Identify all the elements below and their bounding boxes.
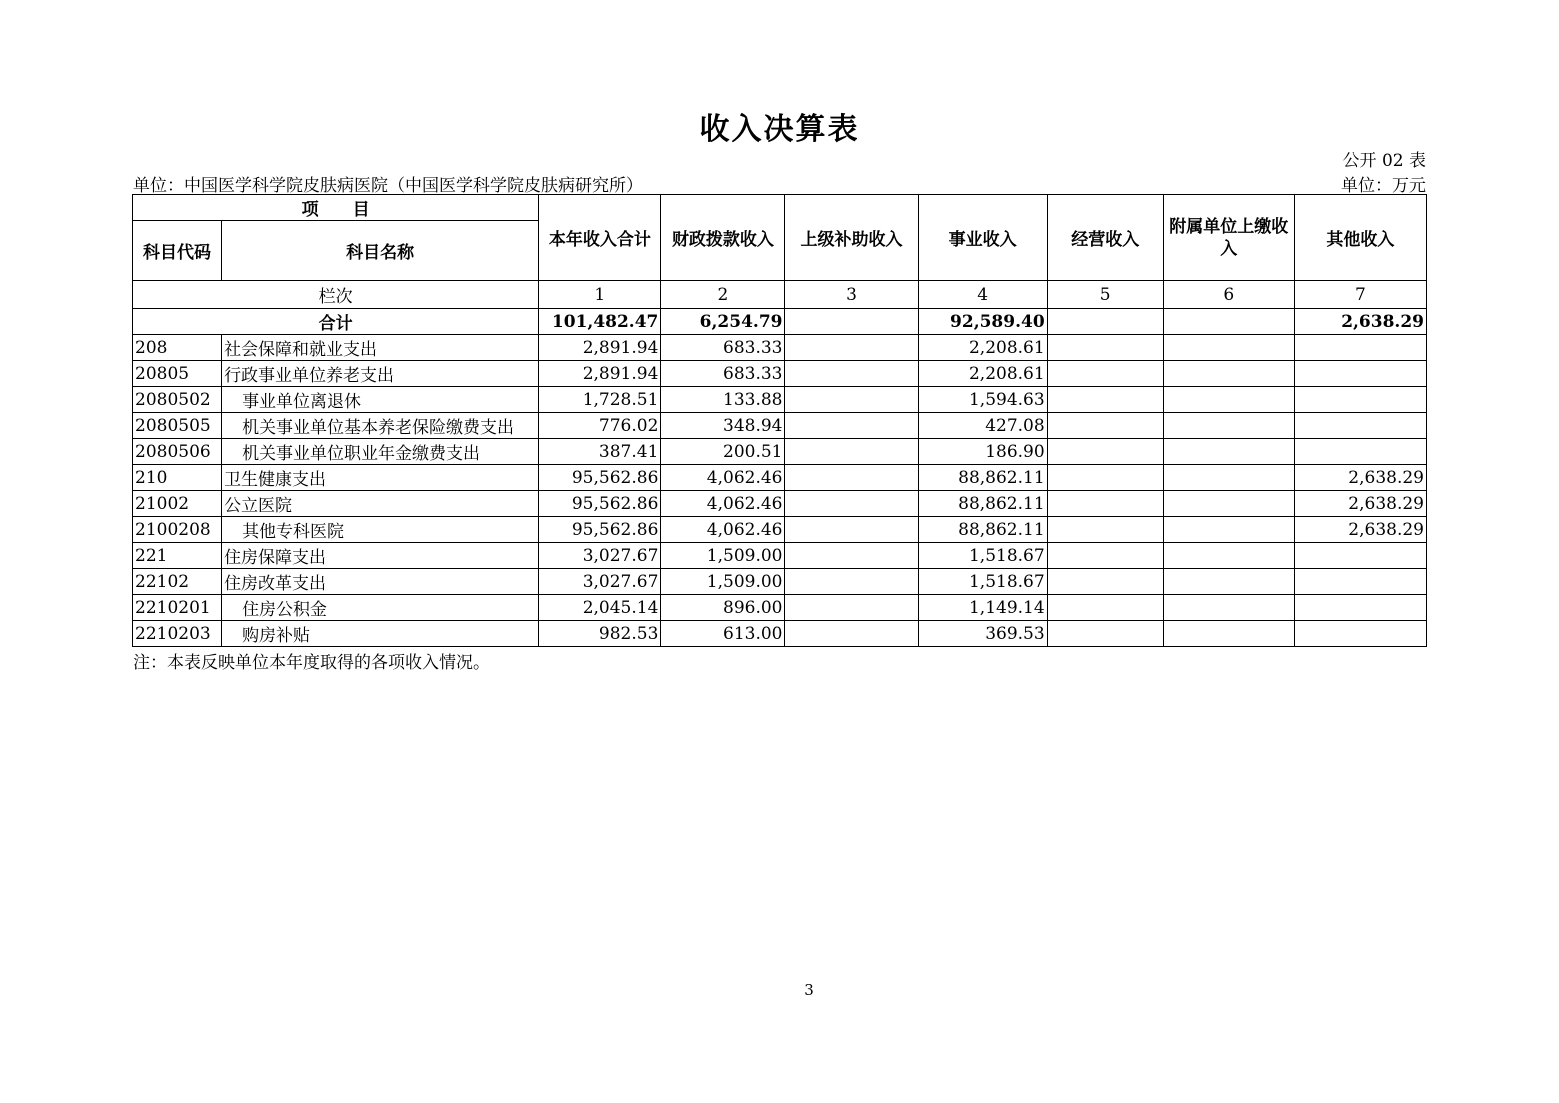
header-code: 科目代码 (133, 221, 222, 281)
amount-cell (1047, 413, 1163, 439)
table-row (133, 361, 1427, 387)
amount-cell (785, 413, 918, 439)
amount-cell: 613.00 (661, 621, 785, 647)
amount-cell (1163, 569, 1294, 595)
total-cell (785, 309, 918, 335)
amount-cell (1163, 543, 1294, 569)
subject-code: 2210203 (133, 621, 222, 647)
amount-cell: 1,728.51 (539, 387, 661, 413)
table-row (133, 491, 1427, 517)
amount-cell: 896.00 (661, 595, 785, 621)
table-note: 注：本表反映单位本年度取得的各项收入情况。 (133, 653, 490, 673)
table-row (133, 543, 1427, 569)
subject-name: 住房改革支出 (222, 569, 539, 595)
page-title: 收入决算表 (699, 112, 860, 147)
subject-code: 2210201 (133, 595, 222, 621)
amount-cell: 95,562.86 (539, 517, 661, 543)
page-number: 3 (804, 981, 814, 999)
organization-name: 单位：中国医学科学院皮肤病医院（中国医学科学院皮肤病研究所） (133, 176, 643, 196)
subject-code: 208 (133, 335, 222, 361)
amount-cell (1294, 439, 1426, 465)
amount-cell: 1,518.67 (918, 543, 1047, 569)
amount-cell (1163, 517, 1294, 543)
amount-cell: 982.53 (539, 621, 661, 647)
amount-cell (785, 361, 918, 387)
amount-cell: 95,562.86 (539, 465, 661, 491)
amount-cell (1047, 517, 1163, 543)
amount-cell: 683.33 (661, 361, 785, 387)
subject-name: 社会保障和就业支出 (222, 335, 539, 361)
subject-name: 住房保障支出 (222, 543, 539, 569)
amount-cell (1294, 569, 1426, 595)
table-row (133, 465, 1427, 491)
total-cell: 101,482.47 (539, 309, 661, 335)
seq-cell: 7 (1294, 281, 1426, 309)
header-operating: 经营收入 (1047, 195, 1163, 281)
seq-cell: 6 (1163, 281, 1294, 309)
amount-cell: 4,062.46 (661, 491, 785, 517)
table-row (133, 595, 1427, 621)
amount-cell (1047, 569, 1163, 595)
subject-name: 住房公积金 (222, 595, 539, 621)
subject-name: 行政事业单位养老支出 (222, 361, 539, 387)
amount-cell (1294, 335, 1426, 361)
seq-cell: 5 (1047, 281, 1163, 309)
amount-cell (785, 491, 918, 517)
amount-cell (1163, 621, 1294, 647)
subject-code: 20805 (133, 361, 222, 387)
table-row (133, 569, 1427, 595)
amount-cell: 88,862.11 (918, 517, 1047, 543)
amount-cell (785, 517, 918, 543)
table-row (133, 621, 1427, 647)
amount-cell: 88,862.11 (918, 491, 1047, 517)
subject-code: 21002 (133, 491, 222, 517)
amount-cell: 200.51 (661, 439, 785, 465)
amount-cell: 1,509.00 (661, 569, 785, 595)
header-business: 事业收入 (918, 195, 1047, 281)
data-rows (133, 335, 1427, 647)
table-code: 公开 02 表 (1342, 151, 1426, 171)
amount-cell (1047, 595, 1163, 621)
amount-cell (785, 465, 918, 491)
amount-cell: 1,518.67 (918, 569, 1047, 595)
amount-cell: 4,062.46 (661, 517, 785, 543)
table-row (133, 413, 1427, 439)
amount-cell (1294, 361, 1426, 387)
amount-cell (1047, 621, 1163, 647)
amount-cell (1294, 543, 1426, 569)
amount-cell (1047, 439, 1163, 465)
seq-row (133, 281, 1427, 309)
amount-cell: 1,594.63 (918, 387, 1047, 413)
header-name: 科目名称 (222, 221, 539, 281)
amount-cell: 2,891.94 (539, 361, 661, 387)
amount-cell (1047, 543, 1163, 569)
amount-cell: 1,149.14 (918, 595, 1047, 621)
amount-cell: 2,045.14 (539, 595, 661, 621)
amount-cell: 2,638.29 (1294, 517, 1426, 543)
subject-name: 公立医院 (222, 491, 539, 517)
amount-cell: 88,862.11 (918, 465, 1047, 491)
amount-cell: 2,208.61 (918, 361, 1047, 387)
amount-cell (1047, 387, 1163, 413)
header-item: 项 目 (133, 195, 539, 221)
seq-cell: 4 (918, 281, 1047, 309)
amount-cell: 3,027.67 (539, 569, 661, 595)
amount-cell: 776.02 (539, 413, 661, 439)
header-fiscal: 财政拨款收入 (661, 195, 785, 281)
amount-cell (1163, 595, 1294, 621)
amount-cell: 1,509.00 (661, 543, 785, 569)
subject-code: 2080502 (133, 387, 222, 413)
amount-cell: 2,208.61 (918, 335, 1047, 361)
table-row (133, 439, 1427, 465)
amount-cell (1047, 361, 1163, 387)
total-cell (1163, 309, 1294, 335)
amount-cell: 427.08 (918, 413, 1047, 439)
unit-label: 单位：万元 (1341, 176, 1426, 196)
subject-code: 22102 (133, 569, 222, 595)
amount-cell: 348.94 (661, 413, 785, 439)
amount-cell: 369.53 (918, 621, 1047, 647)
income-table (132, 194, 1427, 647)
amount-cell: 387.41 (539, 439, 661, 465)
seq-cell: 3 (785, 281, 918, 309)
amount-cell (785, 569, 918, 595)
amount-cell: 2,638.29 (1294, 491, 1426, 517)
header-other: 其他收入 (1294, 195, 1426, 281)
amount-cell (1163, 465, 1294, 491)
subject-code: 2100208 (133, 517, 222, 543)
amount-cell (1047, 335, 1163, 361)
subject-name: 事业单位离退休 (222, 387, 539, 413)
header-row (133, 195, 1427, 221)
amount-cell: 95,562.86 (539, 491, 661, 517)
amount-cell: 4,062.46 (661, 465, 785, 491)
subject-code: 2080506 (133, 439, 222, 465)
subject-code: 210 (133, 465, 222, 491)
amount-cell: 683.33 (661, 335, 785, 361)
amount-cell (1163, 439, 1294, 465)
amount-cell: 2,638.29 (1294, 465, 1426, 491)
subject-name: 其他专科医院 (222, 517, 539, 543)
amount-cell (785, 387, 918, 413)
subject-name: 购房补贴 (222, 621, 539, 647)
subject-code: 221 (133, 543, 222, 569)
seq-cell: 2 (661, 281, 785, 309)
amount-cell (1294, 413, 1426, 439)
subject-name: 机关事业单位职业年金缴费支出 (222, 439, 539, 465)
amount-cell (1294, 621, 1426, 647)
amount-cell (1163, 361, 1294, 387)
total-cell (1047, 309, 1163, 335)
total-label: 合计 (133, 309, 539, 335)
total-row (133, 309, 1427, 335)
amount-cell (1294, 595, 1426, 621)
header-superior: 上级补助收入 (785, 195, 918, 281)
amount-cell (1163, 491, 1294, 517)
subject-name: 机关事业单位基本养老保险缴费支出 (222, 413, 539, 439)
header-total-income: 本年收入合计 (539, 195, 661, 281)
amount-cell: 186.90 (918, 439, 1047, 465)
amount-cell (1294, 387, 1426, 413)
header-affiliated: 附属单位上缴收入 (1163, 195, 1294, 281)
total-cell: 92,589.40 (918, 309, 1047, 335)
amount-cell (785, 335, 918, 361)
amount-cell (785, 543, 918, 569)
amount-cell (785, 439, 918, 465)
amount-cell: 3,027.67 (539, 543, 661, 569)
amount-cell (1047, 491, 1163, 517)
table-row (133, 517, 1427, 543)
seq-label: 栏次 (133, 281, 539, 309)
amount-cell (1047, 465, 1163, 491)
subject-name: 卫生健康支出 (222, 465, 539, 491)
amount-cell: 133.88 (661, 387, 785, 413)
amount-cell: 2,891.94 (539, 335, 661, 361)
amount-cell (1163, 335, 1294, 361)
total-cell: 6,254.79 (661, 309, 785, 335)
table-row (133, 387, 1427, 413)
table-row (133, 335, 1427, 361)
subject-code: 2080505 (133, 413, 222, 439)
amount-cell (785, 595, 918, 621)
amount-cell (785, 621, 918, 647)
seq-cell: 1 (539, 281, 661, 309)
total-cell: 2,638.29 (1294, 309, 1426, 335)
amount-cell (1163, 387, 1294, 413)
amount-cell (1163, 413, 1294, 439)
